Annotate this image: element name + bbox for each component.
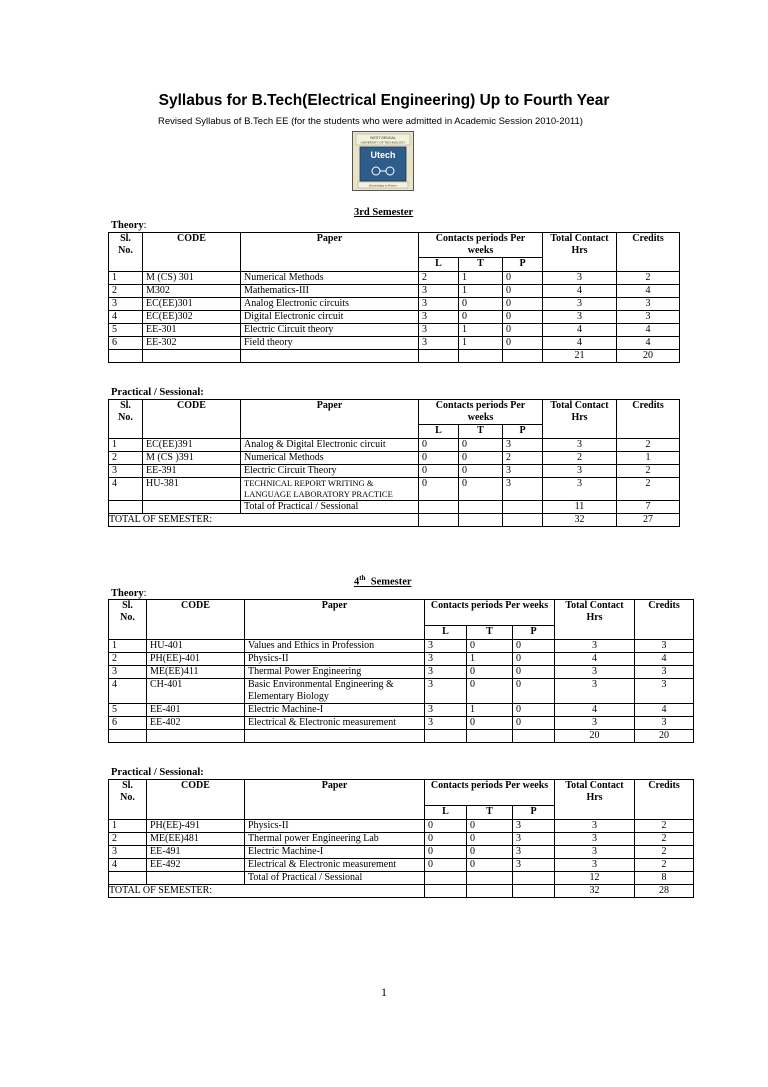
course-code: EC(EE)302 [143, 311, 241, 324]
course-t: 0 [459, 452, 503, 465]
course-t: 1 [459, 285, 503, 298]
course-credits: 2 [617, 478, 680, 501]
course-sl: 3 [109, 846, 147, 859]
course-total-hrs: 3 [543, 439, 617, 452]
course-total-hrs: 3 [543, 465, 617, 478]
course-sl: 3 [109, 666, 147, 679]
sem3-theory-table [108, 232, 680, 363]
course-total-hrs: 3 [555, 666, 635, 679]
course-l: 2 [419, 272, 459, 285]
course-t: 0 [467, 717, 513, 730]
course-p: 3 [503, 478, 543, 501]
course-row [109, 653, 694, 666]
course-l: 0 [419, 452, 459, 465]
course-code: M302 [143, 285, 241, 298]
header-paper: Paper [241, 400, 419, 439]
course-paper: Mathematics-III [241, 285, 419, 298]
table-total-row: Total of Practical / Sessional 11 7 [109, 501, 680, 514]
course-row [109, 846, 694, 859]
header-total: Total Contact Hrs [555, 780, 635, 820]
course-paper: Electrical & Electronic measurement [245, 859, 425, 872]
course-total-hrs: 3 [555, 717, 635, 730]
course-total-hrs: 3 [555, 820, 635, 833]
table-total-row: 20 20 [109, 730, 694, 743]
course-credits: 4 [617, 285, 680, 298]
header-credits: Credits [617, 233, 680, 272]
course-credits: 2 [635, 820, 694, 833]
sem3-practical-label: Practical / Sessional: [111, 387, 204, 398]
course-sl: 6 [109, 717, 147, 730]
course-t: 1 [459, 337, 503, 350]
table-total-row: 21 20 [109, 350, 680, 363]
course-row [109, 833, 694, 846]
course-p: 0 [513, 717, 555, 730]
page-number: 1 [381, 985, 387, 999]
course-paper: Thermal Power Engineering [245, 666, 425, 679]
document-subtitle: Revised Syllabus of B.Tech EE (for the students who were admitted in Academic Session 2010-2011) [158, 116, 583, 127]
course-row [109, 311, 680, 324]
course-row [109, 285, 680, 298]
course-l: 3 [425, 640, 467, 653]
header-contacts: Contacts periods Per weeks [425, 600, 555, 626]
course-sl: 1 [109, 439, 143, 452]
course-p: 0 [513, 704, 555, 717]
course-row [109, 679, 694, 704]
course-total-hrs: 4 [555, 704, 635, 717]
header-sl: Sl. No. [109, 233, 143, 272]
header-l: L [419, 258, 459, 272]
university-seal-icon [352, 131, 414, 191]
course-l: 3 [419, 311, 459, 324]
header-total: Total Contact Hrs [555, 600, 635, 640]
course-code: PH(EE)-491 [147, 820, 245, 833]
course-credits: 4 [617, 337, 680, 350]
course-l: 3 [425, 653, 467, 666]
course-l: 3 [419, 337, 459, 350]
course-credits: 2 [617, 465, 680, 478]
course-total-hrs: 3 [555, 640, 635, 653]
course-code: HU-381 [143, 478, 241, 501]
course-sl: 4 [109, 478, 143, 501]
course-credits: 2 [617, 439, 680, 452]
course-total-hrs: 3 [543, 311, 617, 324]
course-credits: 2 [635, 859, 694, 872]
course-total-hrs: 4 [543, 324, 617, 337]
course-p: 3 [503, 465, 543, 478]
header-credits: Credits [635, 780, 694, 820]
course-sl: 2 [109, 833, 147, 846]
course-paper: Basic Environmental Engineering & Elementary Biology [245, 679, 425, 704]
course-paper: Analog & Digital Electronic circuit [241, 439, 419, 452]
course-row [109, 272, 680, 285]
svg-text:Utech: Utech [370, 150, 396, 160]
course-l: 0 [425, 820, 467, 833]
course-credits: 3 [617, 311, 680, 324]
sem4-practical-label: Practical / Sessional: [111, 767, 204, 778]
course-code: EE-302 [143, 337, 241, 350]
course-row [109, 704, 694, 717]
semester-total-row: TOTAL OF SEMESTER: 32 27 [109, 514, 680, 527]
course-sl: 2 [109, 452, 143, 465]
course-p: 0 [513, 653, 555, 666]
course-total-hrs: 3 [555, 846, 635, 859]
course-total-hrs: 3 [555, 859, 635, 872]
course-t: 0 [459, 478, 503, 501]
course-credits: 3 [635, 679, 694, 704]
svg-text:UNIVERSITY OF TECHNOLOGY: UNIVERSITY OF TECHNOLOGY [360, 140, 406, 145]
course-p: 3 [503, 439, 543, 452]
course-p: 0 [513, 666, 555, 679]
course-credits: 2 [635, 846, 694, 859]
course-credits: 4 [617, 324, 680, 337]
course-code: HU-401 [147, 640, 245, 653]
course-paper: Physics-II [245, 653, 425, 666]
course-row [109, 298, 680, 311]
course-total-hrs: 4 [543, 285, 617, 298]
course-total-hrs: 4 [555, 653, 635, 666]
course-t: 0 [459, 298, 503, 311]
course-row [109, 478, 680, 501]
course-l: 3 [425, 717, 467, 730]
course-p: 3 [513, 833, 555, 846]
course-total-hrs: 3 [543, 298, 617, 311]
course-code: EE-401 [147, 704, 245, 717]
course-t: 1 [467, 704, 513, 717]
course-paper: Electric Circuit theory [241, 324, 419, 337]
course-paper: Digital Electronic circuit [241, 311, 419, 324]
course-credits: 3 [635, 666, 694, 679]
course-sl: 4 [109, 859, 147, 872]
course-t: 0 [467, 640, 513, 653]
course-credits: 2 [617, 272, 680, 285]
course-sl: 3 [109, 465, 143, 478]
course-row [109, 452, 680, 465]
course-t: 0 [467, 820, 513, 833]
course-l: 3 [425, 666, 467, 679]
course-total-hrs: 3 [555, 833, 635, 846]
course-p: 0 [503, 272, 543, 285]
course-t: 0 [467, 833, 513, 846]
header-contacts: Contacts periods Per weeks [425, 780, 555, 806]
course-sl: 5 [109, 324, 143, 337]
course-paper: Electric Machine-I [245, 846, 425, 859]
course-code: EE-492 [147, 859, 245, 872]
course-paper: Electrical & Electronic measurement [245, 717, 425, 730]
course-paper: Physics-II [245, 820, 425, 833]
course-row [109, 820, 694, 833]
course-l: 0 [419, 478, 459, 501]
course-total-hrs: 2 [543, 452, 617, 465]
course-sl: 2 [109, 653, 147, 666]
course-l: 0 [419, 465, 459, 478]
course-paper: TECHNICAL REPORT WRITING & LANGUAGE LABORATORY PRACTICE [241, 478, 419, 501]
course-t: 1 [459, 272, 503, 285]
semester-3-heading: 3rd Semester [354, 207, 414, 218]
course-p: 3 [513, 859, 555, 872]
course-l: 0 [425, 859, 467, 872]
course-p: 0 [513, 640, 555, 653]
course-paper: Electric Machine-I [245, 704, 425, 717]
course-t: 0 [467, 859, 513, 872]
sem3-practical-table: Sl. No. CODE Paper Contacts periods Per weeks Total Contact Hrs Credits L T P 1 EC(EE)391 Analog & Digital Electronic circuit 0 0 3 3 2 2 M (CS )391 Numerical Methods 0 0 2 2 1 3 EE-391 Electric Circuit Theory 0 0 3 3 2 4 HU-381 TECHNICAL REPORT WRITING & LANGUAGE LABORATORY PRACTICE 0 0 3 3 2 Total of Practical / Sessional 11 7 TOTAL OF SEMESTER: 32 27 [108, 399, 680, 527]
header-sl: Sl. No. [109, 600, 147, 640]
header-credits: Credits [617, 400, 680, 439]
course-l: 3 [425, 704, 467, 717]
course-p: 0 [503, 324, 543, 337]
sem4-theory-table: Sl. No. CODE Paper Contacts periods Per weeks Total Contact Hrs Credits L T P 1 HU-401 Values and Ethics in Profession 3 0 0 3 3 2 PH(EE)-401 Physics-II 3 1 0 4 4 3 ME(EE)411 Thermal Power Engineering 3 0 0 3 3 4 CH-401 Basic Environmental Engineering & Elementary Biology 3 0 0 3 3 5 EE-401 Electric Machine-I 3 1 0 4 4 6 EE-402 Electrical & Electronic measurement 3 0 0 3 3 20 20 [108, 599, 694, 743]
course-t: 0 [467, 666, 513, 679]
header-code: CODE [147, 600, 245, 640]
header-p: P [503, 258, 543, 272]
course-total-hrs: 3 [543, 478, 617, 501]
course-l: 0 [425, 846, 467, 859]
course-code: ME(EE)411 [147, 666, 245, 679]
course-row [109, 717, 694, 730]
course-total-hrs: 4 [543, 337, 617, 350]
course-l: 3 [419, 298, 459, 311]
header-paper: Paper [245, 780, 425, 820]
course-row [109, 439, 680, 452]
sem4-theory-label: Theory: [111, 588, 147, 599]
course-l: 0 [425, 833, 467, 846]
header-credits: Credits [635, 600, 694, 640]
course-t: 0 [467, 846, 513, 859]
course-l: 0 [419, 439, 459, 452]
course-code: CH-401 [147, 679, 245, 704]
table-total-row: Total of Practical / Sessional 12 8 [109, 872, 694, 885]
header-sl: Sl. No. [109, 400, 143, 439]
header-contacts: Contacts periods Per weeks [419, 233, 543, 258]
course-credits: 2 [635, 833, 694, 846]
header-sl: Sl. No. [109, 780, 147, 820]
course-code: EC(EE)301 [143, 298, 241, 311]
course-sl: 1 [109, 820, 147, 833]
course-credits: 4 [635, 704, 694, 717]
course-row [109, 337, 680, 350]
header-total: Total Contact Hrs [543, 233, 617, 272]
course-sl: 2 [109, 285, 143, 298]
course-p: 3 [513, 846, 555, 859]
course-paper: Numerical Methods [241, 452, 419, 465]
header-t: T [459, 258, 503, 272]
course-total-hrs: 3 [555, 679, 635, 704]
course-row [109, 465, 680, 478]
course-credits: 3 [617, 298, 680, 311]
course-t: 0 [459, 439, 503, 452]
course-code: EE-402 [147, 717, 245, 730]
header-paper: Paper [241, 233, 419, 272]
document-title: Syllabus for B.Tech(Electrical Engineering) Up to Fourth Year [158, 92, 610, 109]
course-code: ME(EE)481 [147, 833, 245, 846]
sem4-practical-table: Sl. No. CODE Paper Contacts periods Per weeks Total Contact Hrs Credits L T P 1 PH(EE)-491 Physics-II 0 0 3 3 2 2 ME(EE)481 Thermal power Engineering Lab 0 0 3 3 2 3 EE-491 Electric Machine-I 0 0 3 3 2 4 EE-492 Electrical & Electronic measurement 0 0 3 3 2 Total of Practical / Sessional 12 8 TOTAL OF SEMESTER: 32 28 [108, 779, 694, 898]
course-code: PH(EE)-401 [147, 653, 245, 666]
course-l: 3 [419, 285, 459, 298]
course-t: 0 [459, 311, 503, 324]
course-l: 3 [425, 679, 467, 704]
header-contacts: Contacts periods Per weeks [419, 400, 543, 425]
course-t: 0 [467, 679, 513, 704]
course-row [109, 666, 694, 679]
course-total-hrs: 3 [543, 272, 617, 285]
header-code: CODE [143, 400, 241, 439]
course-paper: Thermal power Engineering Lab [245, 833, 425, 846]
course-code: EC(EE)391 [143, 439, 241, 452]
course-sl: 4 [109, 679, 147, 704]
course-code: M (CS) 301 [143, 272, 241, 285]
course-paper: Numerical Methods [241, 272, 419, 285]
course-l: 3 [419, 324, 459, 337]
course-credits: 4 [635, 653, 694, 666]
course-paper: Electric Circuit Theory [241, 465, 419, 478]
course-credits: 1 [617, 452, 680, 465]
semester-total-row: TOTAL OF SEMESTER: 32 28 [109, 885, 694, 898]
course-code: M (CS )391 [143, 452, 241, 465]
sem3-theory-label: Theory: [111, 220, 147, 231]
course-credits: 3 [635, 717, 694, 730]
course-sl: 5 [109, 704, 147, 717]
course-row [109, 859, 694, 872]
course-credits: 3 [635, 640, 694, 653]
semester-4-heading: 4th Semester [354, 574, 412, 588]
course-p: 3 [513, 820, 555, 833]
course-sl: 1 [109, 272, 143, 285]
course-p: 0 [503, 298, 543, 311]
table-header-row [109, 233, 680, 258]
course-p: 0 [503, 337, 543, 350]
course-code: EE-491 [147, 846, 245, 859]
course-t: 1 [467, 653, 513, 666]
course-t: 0 [459, 465, 503, 478]
header-paper: Paper [245, 600, 425, 640]
header-code: CODE [143, 233, 241, 272]
course-paper: Field theory [241, 337, 419, 350]
course-code: EE-391 [143, 465, 241, 478]
course-row [109, 324, 680, 337]
course-paper: Analog Electronic circuits [241, 298, 419, 311]
course-paper: Values and Ethics in Profession [245, 640, 425, 653]
svg-text:Knowledge is Power: Knowledge is Power [368, 183, 398, 188]
header-code: CODE [147, 780, 245, 820]
course-sl: 1 [109, 640, 147, 653]
svg-text:WEST BENGAL: WEST BENGAL [370, 136, 396, 140]
course-sl: 3 [109, 298, 143, 311]
course-code: EE-301 [143, 324, 241, 337]
course-p: 0 [503, 285, 543, 298]
course-sl: 4 [109, 311, 143, 324]
course-row [109, 640, 694, 653]
course-p: 0 [513, 679, 555, 704]
header-total: Total Contact Hrs [543, 400, 617, 439]
course-sl: 6 [109, 337, 143, 350]
course-p: 0 [503, 311, 543, 324]
course-p: 2 [503, 452, 543, 465]
course-t: 1 [459, 324, 503, 337]
